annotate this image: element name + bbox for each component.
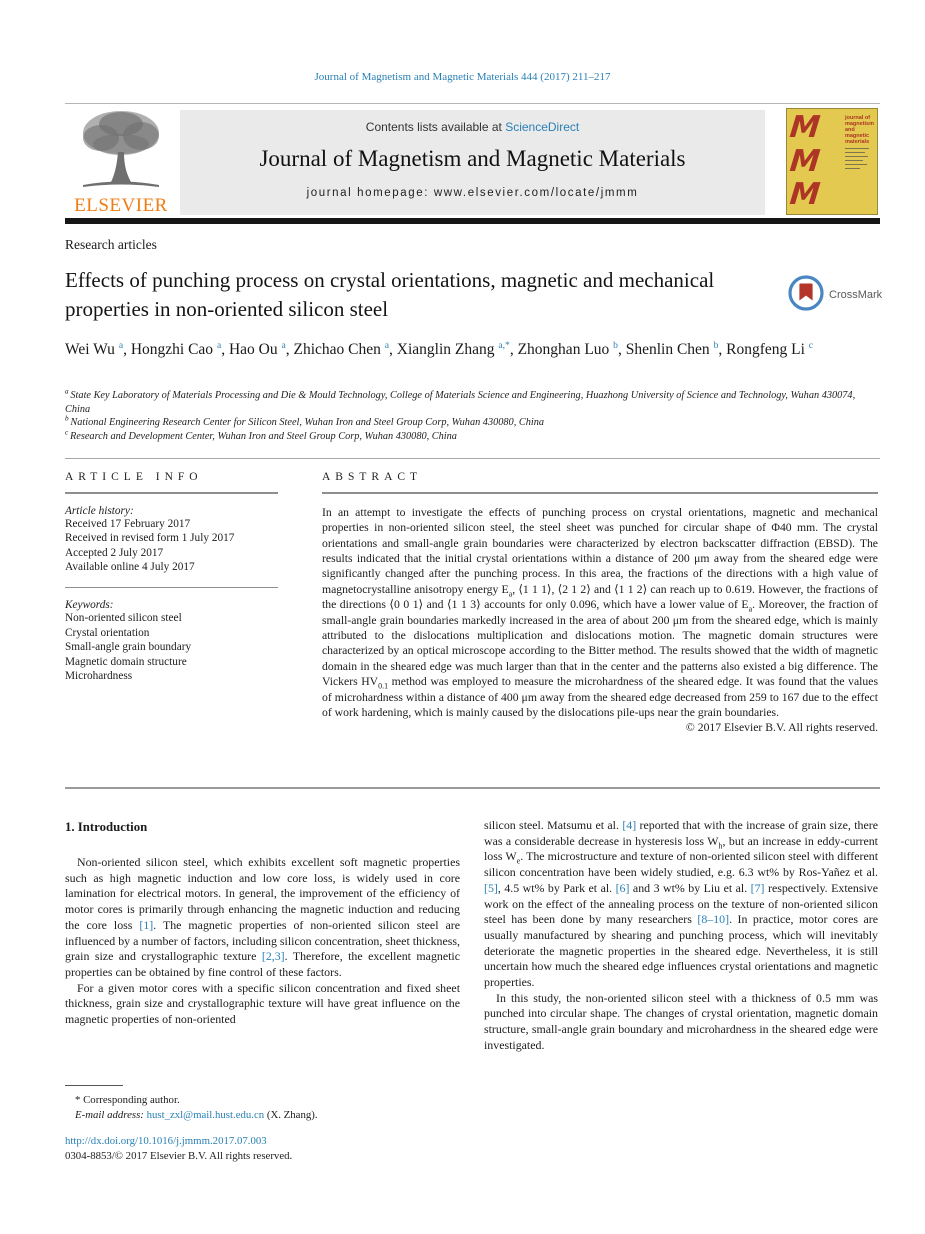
text-segment: a: [748, 604, 753, 614]
text-segment: In an attempt to investigate the effects of punching process on crystal orientations, magnetic and mechanical properties in non-oriented silicon steel, the steel sheet was punched for circular shape of Φ40 mm. The crystal orientations and small-angle grain boundaries were characterized by electron backscatter diffraction (EBSD). The results indicated that the initial crystal orientations within a distance of 200 μm away from the sheared edge were significantly changed after the punching process. In this area, the fractions of the directions with a high value of magnetocrystalline anisotropy energy E: [322, 505, 878, 596]
text-segment: , but an increase in eddy-current loss W: [484, 833, 878, 864]
journal-header-box: [180, 110, 765, 215]
text-segment: . The magnetic properties of non-oriented silicon steel are influenced by a number of factors, including silicon concentration, sheet thickness, grain size and crystallographic texture: [65, 917, 460, 964]
keyword-item: Magnetic domain structure: [65, 655, 187, 668]
text-segment: Research and Development Center, Wuhan Iron and Steel Group Corp, Wuhan 430080, China: [70, 430, 457, 442]
article-info-divider: [65, 587, 278, 588]
journal-title: Journal of Magnetism and Magnetic Materials: [259, 146, 686, 171]
keyword-item: Non-oriented silicon steel: [65, 612, 182, 625]
text-segment: a: [65, 387, 71, 396]
footer-block: [65, 1134, 292, 1164]
text-segment: a: [281, 339, 286, 351]
running-head: Journal of Magnetism and Magnetic Materials 444 (2017) 211–217: [314, 71, 611, 83]
inline-link[interactable]: [2,3]: [261, 949, 285, 964]
text-segment: Non-oriented silicon steel, which exhibits excellent soft magnetic properties such as high magnetic induction and low core loss, is widely used in core lamination for electrical motors. In general, the improvement of the efficiency of motor cores is primarily through enhancing the magnetic induction and reducing the core loss: [65, 855, 460, 932]
text-segment: , ⟨1 1 1⟩, ⟨2 1 2⟩ and ⟨1 1 2⟩ can reach up to 0.619. However, the fractions of the directions ⟨0 0 1⟩ and ⟨1 1 3⟩ accounts for only 0.096, which have a lower value of E: [322, 582, 878, 612]
cover-m-letter: M: [788, 177, 822, 212]
inline-link[interactable]: [4]: [622, 818, 637, 832]
article-type-label: Research articles: [65, 237, 157, 252]
article-info-heading-rule: [65, 492, 278, 494]
inline-link[interactable]: [8–10]: [697, 912, 730, 927]
cover-title-text: journal of magnetism and magnetic materials: [844, 115, 875, 145]
text-segment: method was employed to measure the microhardness of the sheared edge. It was found that the values of microhardness within a distance of 400 μm away from the sheared edge decreased from 259 to 167 due to the effect of work hardening, which is mainly caused by the dislocations pile-ups near the grain boundaries.: [322, 675, 879, 720]
affiliations: [65, 389, 880, 443]
article-title: Effects of punching process on crystal orientations, magnetic and mechanical properties in non-oriented silicon steel: [65, 268, 715, 321]
intro-paragraph-3: [484, 818, 878, 991]
text-segment: a: [118, 339, 124, 351]
text-segment: (X. Zhang).: [264, 1109, 318, 1121]
text-segment: . The microstructure and texture of non-oriented silicon steel with different silicon concentration have been widely studied, e.g. 6.3 wt% by Ros-Yañez et al.: [484, 849, 879, 880]
text-segment: Wei Wu: [65, 341, 119, 358]
abstract-column: [322, 471, 878, 734]
inline-link[interactable]: hust_zxl@mail.hust.edu.cn: [146, 1109, 265, 1121]
keyword-item: Microhardness: [65, 670, 133, 683]
affiliation-a: [65, 389, 880, 416]
text-segment: , Zhonghan Luo: [509, 341, 614, 358]
text-segment: reported that with the increase of grain size, there was a considerable decrease in hysteresis loss W: [484, 818, 879, 848]
text-segment: , Rongfeng Li: [718, 341, 809, 358]
cover-m-letter: M: [788, 110, 822, 145]
crossmark-badge[interactable]: [788, 276, 883, 314]
intro-paragraph-2: For a given motor cores with a specific silicon concentration and fixed sheet thickness, grain size and crystallographic texture will have great influence on the magnetic properties of non-oriented: [65, 980, 460, 1027]
intro-paragraph-4: In this study, the non-oriented silicon steel with a thickness of 0.5 mm was punched into circular shape. The changes of crystal orientation, magnetic domain structure, small-angle grain boundary and microhardness in the sheared edge were investigated.: [484, 990, 878, 1052]
journal-homepage-link[interactable]: journal homepage: www.elsevier.com/locate/jmmm: [306, 187, 639, 199]
top-rule: [65, 103, 880, 104]
text-segment: , Xianglin Zhang: [389, 341, 499, 358]
affiliation-c: [65, 430, 880, 444]
text-segment: , Hao Ou: [221, 341, 282, 358]
article-history-list: [65, 517, 278, 575]
cover-mmm-logo: [788, 110, 845, 212]
intro-right-column: [484, 818, 878, 1054]
article-info-heading: ARTICLE INFO: [65, 471, 203, 483]
abstract-copyright: © 2017 Elsevier B.V. All rights reserved.: [685, 721, 878, 735]
abstract-heading: ABSTRACT: [322, 471, 423, 483]
cover-m-letter: M: [788, 143, 822, 179]
text-segment: c: [808, 339, 814, 351]
text-segment: . In practice, motor cores are usually manufactured by shearing and punching process, which will inevitably deteriorate the magnetic properties in the sheared edge. Nevertheless, it is still uncertain how much the sheared edge influences crystal orientations and magnetic properties.: [484, 912, 878, 990]
footnote-rule: [65, 1085, 123, 1086]
keywords-list: [65, 611, 278, 683]
text-segment: respectively. Extensive work on the effect of the annealing process on the texture of non-oriented silicon steel has been done by many researchers: [484, 880, 878, 927]
corresponding-author-line: * Corresponding author.: [75, 1094, 180, 1106]
inline-link[interactable]: ScienceDirect: [505, 120, 580, 134]
crossmark-label: CrossMark: [829, 289, 883, 301]
abstract-text: [322, 505, 878, 721]
email-line: [65, 1108, 460, 1123]
text-segment: b: [713, 339, 719, 351]
article-info-column: [65, 471, 278, 683]
info-abstract-top-rule: [65, 458, 880, 459]
inline-link[interactable]: [6]: [615, 880, 630, 895]
text-segment: silicon steel. Matsumu et al.: [484, 818, 623, 832]
elsevier-wordmark: ELSEVIER: [74, 195, 168, 216]
contents-list-line: [180, 120, 765, 134]
article-history-item: Received in revised form 1 July 2017: [65, 532, 235, 545]
article-history-item: Accepted 2 July 2017: [65, 546, 164, 559]
text-segment: c: [65, 428, 70, 437]
intro-left-column: [65, 820, 460, 1028]
text-segment: a: [384, 339, 390, 351]
elsevier-tree-icon: [69, 179, 173, 196]
journal-cover-thumbnail[interactable]: [786, 108, 878, 215]
keyword-item: Crystal orientation: [65, 626, 150, 639]
text-segment: 0.1: [378, 681, 389, 691]
keywords-label: Keywords:: [65, 599, 114, 612]
abstract-bottom-rule: [65, 787, 880, 789]
inline-link[interactable]: [7]: [750, 880, 765, 895]
intro-paragraph-1: [65, 855, 460, 981]
cover-side-text: [845, 113, 874, 210]
text-segment: a,*: [498, 339, 510, 351]
text-segment: , Zhichao Chen: [285, 341, 385, 358]
introduction-heading: 1. Introduction: [65, 820, 148, 834]
text-segment: b: [65, 414, 71, 423]
keyword-item: Small-angle grain boundary: [65, 641, 192, 654]
text-segment: e: [516, 856, 521, 866]
inline-link[interactable]: [5]: [484, 880, 498, 895]
text-segment: . Moreover, the fraction of small-angle grain boundaries markedly increased in the area of about 200 μm from the sheared edge, which is mainly attributed to the dislocations multiplication and dislocations motion. The magnetic domain structures were characterized by an optical microscope according to the Bitter method. The results showed that the width of magnetic domain in the sheared edge was much larger than that in the center and the patterns also existed a big difference. The Vickers HV: [322, 598, 878, 689]
affiliation-b: [65, 416, 880, 430]
inline-link[interactable]: [1]: [139, 917, 154, 932]
issn-copyright-line: 0304-8853/© 2017 Elsevier B.V. All rights reserved.: [65, 1150, 293, 1162]
abstract-heading-rule: [322, 492, 878, 494]
article-history-label: Article history:: [65, 504, 134, 517]
header-divider-bar: [65, 218, 880, 224]
text-segment: Contents lists available at: [365, 120, 506, 134]
corresponding-author-footnote: [65, 1085, 460, 1123]
author-list: [65, 338, 880, 362]
text-segment: h: [718, 841, 723, 851]
crossmark-icon: [788, 275, 824, 316]
text-segment: . Therefore, the excellent magnetic properties can be obtained by fine control of these factors.: [65, 949, 460, 979]
text-segment: , Shenlin Chen: [617, 341, 714, 358]
text-segment: State Key Laboratory of Materials Processing and Die & Mould Technology, College of Materials Science and Engineering, Huazhong University of Science and Technology, Wuhan 430074, China: [65, 390, 856, 415]
doi-link[interactable]: http://dx.doi.org/10.1016/j.jmmm.2017.07.003: [65, 1135, 267, 1147]
article-history-item: Received 17 February 2017: [65, 517, 191, 530]
elsevier-logo: [64, 106, 178, 216]
text-segment: , 4.5 wt% by Park et al.: [497, 880, 616, 895]
text-segment: , Hongzhi Cao: [123, 341, 217, 358]
text-segment: a: [216, 339, 222, 351]
text-segment: and 3 wt% by Liu et al.: [629, 880, 751, 895]
text-segment: b: [613, 339, 618, 351]
text-segment: E-mail address:: [75, 1109, 147, 1121]
text-segment: a: [508, 589, 513, 599]
text-segment: National Engineering Research Center for Silicon Steel, Wuhan Iron and Steel Group Corp, Wuhan 430080, China: [70, 417, 545, 428]
article-history-item: Available online 4 July 2017: [65, 561, 195, 574]
